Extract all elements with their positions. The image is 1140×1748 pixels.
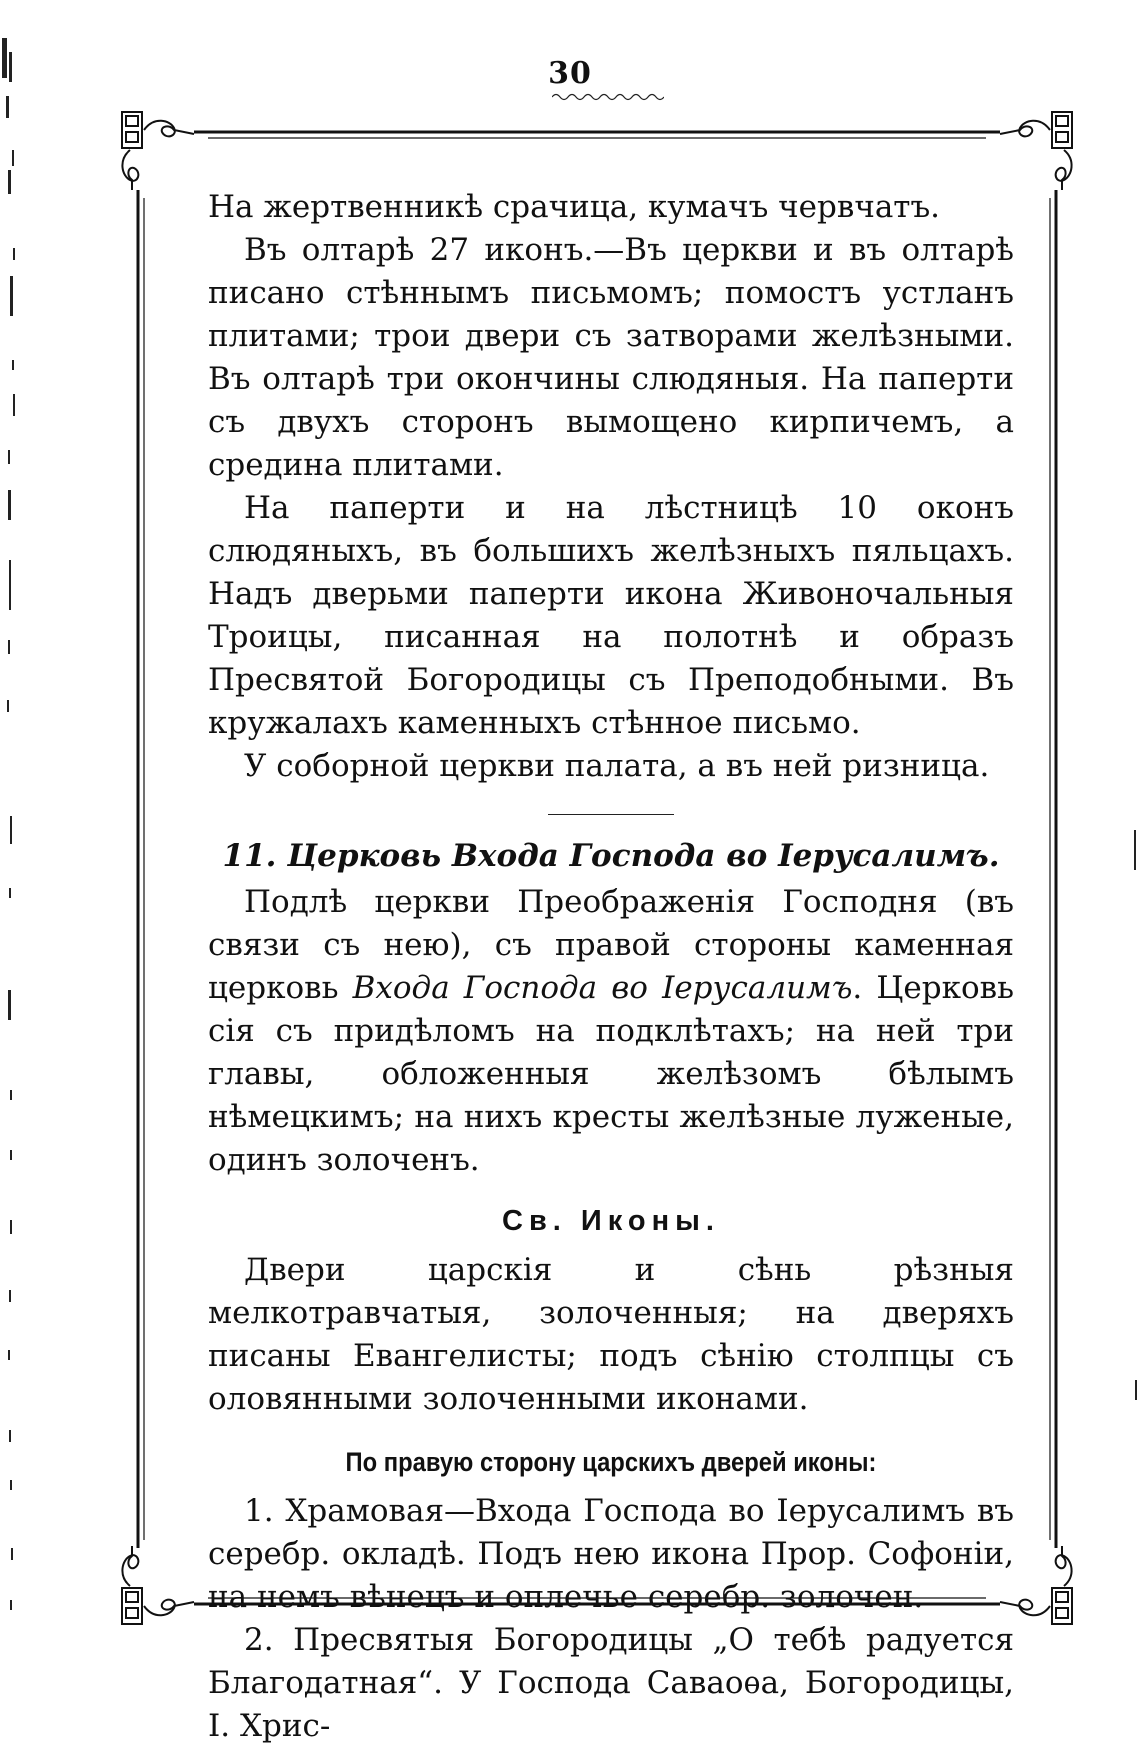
paragraph-altar-cloth: На жертвенникѣ срачица, кумачъ червчатъ. [208, 189, 941, 225]
list-item-text: Храмовая—Входа Господа во Іерусалимъ въ серебр. окладѣ. Подъ нею икона Прор. Софоніи, на немъ вѣнецъ и оплечье серебр. золочен. [208, 1493, 1014, 1615]
section-heading: 11. Церковь Входа Господа во Іерусалимъ. [222, 838, 1000, 874]
list-item-number: 2. [244, 1622, 274, 1658]
list-item [208, 1490, 1014, 1619]
paragraph-porch-windows: На паперти и на лѣстницѣ 10 оконъ слюдяныхъ, въ большихъ желѣзныхъ пяльцахъ. Надъ дверьми паперти икона Живоночальныя Троицы, писанная на полотнѣ и образъ Пресвятой Богородицы съ Преподобными. Въ кружалахъ каменныхъ стѣнное письмо. [208, 490, 1014, 741]
paragraph-church-entry [208, 881, 1014, 1182]
page-number: 30 [548, 56, 592, 91]
paragraph-church-entry-part1: Подлѣ церкви Преображенія Господня (въ связи съ нею), съ правой стороны каменная церковь [208, 884, 1014, 1006]
paragraph-altar-icons: Въ олтарѣ 27 иконъ.—Въ церкви и въ олтарѣ писано стѣннымъ письмомъ; помостъ устланъ плитами; трои двери съ затворами желѣзными. Въ олтарѣ три окончины слюдяныя. На паперти съ двухъ сторонъ вымощено кирпичемъ, а средина плитами. [208, 232, 1014, 483]
page-body [208, 186, 1014, 1748]
list-item-text: Пресвятыя Богородицы „О тебѣ радуется Благодатная“. У Господа Саваоѳа, Богородицы, І. Хрис- [208, 1622, 1015, 1744]
paragraph-sacristy: У соборной церкви палата, а въ ней ризница. [244, 748, 990, 784]
paragraph-church-entry-part2: . Церковь сія съ придѣломъ на подклѣтахъ; на ней три главы, обложенныя желѣзомъ бѣлымъ нѣмецкимъ; на нихъ кресты желѣзные луженые, одинъ золоченъ. [208, 970, 1014, 1178]
paragraph-royal-doors: Двери царскія и сѣнь рѣзныя мелкотравчатыя, золоченныя; на дверяхъ писаны Евангелисты; подъ сѣнію столпцы съ оловянными золоченными иконами. [208, 1252, 1014, 1417]
list-item-number: 1. [244, 1493, 274, 1529]
page-number-ornament [552, 92, 664, 102]
right-side-heading: По правую сторону царскихъ дверей иконы: [345, 1447, 877, 1477]
paragraph-church-entry-italic: Входа Господа во Іерусалимъ [352, 970, 853, 1006]
icons-heading: Св. Иконы. [502, 1205, 720, 1237]
list-item [208, 1619, 1014, 1748]
section-divider [548, 814, 674, 815]
